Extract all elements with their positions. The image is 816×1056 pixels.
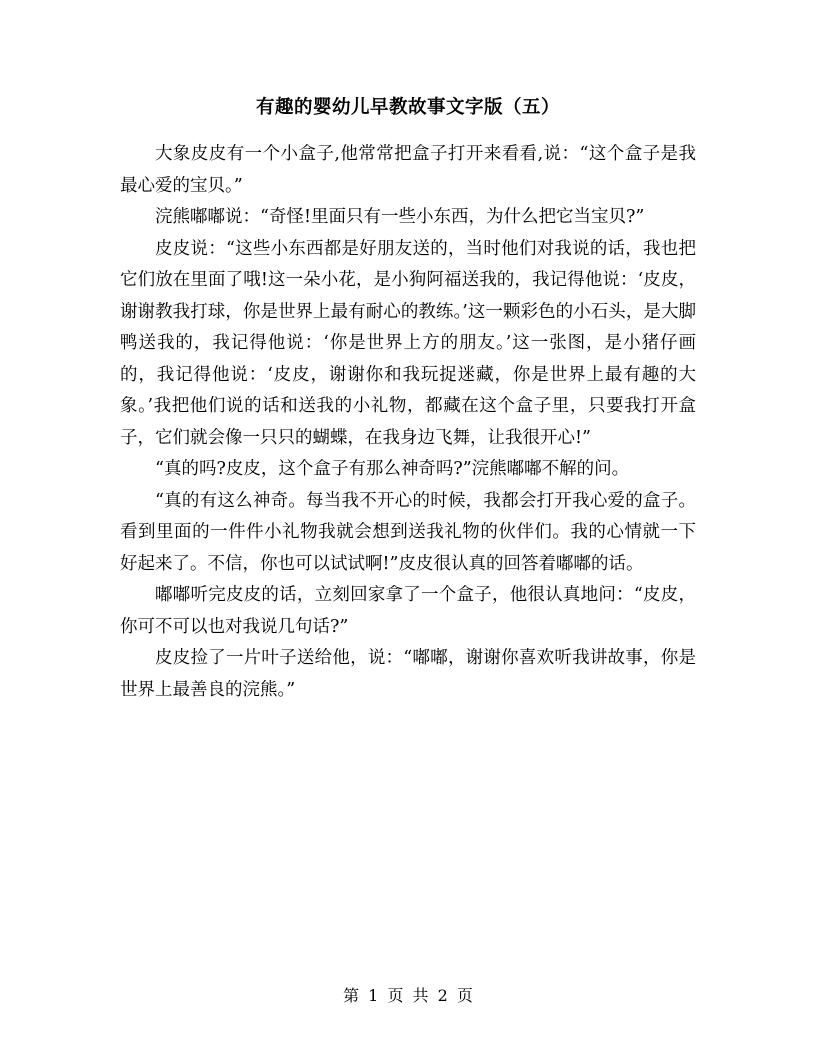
document-body bbox=[120, 139, 696, 706]
paragraph: “真的吗?皮皮，这个盒子有那么神奇吗?”浣熊嘟嘟不解的问。 bbox=[155, 459, 630, 479]
document-title: 有趣的婴幼儿早教故事文字版（五） bbox=[255, 97, 560, 118]
paragraph: 浣熊嘟嘟说：“奇怪!里面只有一些小东西，为什么把它当宝贝?” bbox=[155, 207, 645, 227]
paragraph: 大象皮皮有一个小盒子,他常常把盒子打开来看看,说：“这个盒子是我最心爱的宝贝。” bbox=[120, 144, 696, 196]
paragraph: 皮皮捡了一片叶子送给他，说：“嘟嘟，谢谢你喜欢听我讲故事，你是世界上最善良的浣熊。” bbox=[120, 648, 696, 700]
paragraph: “真的有这么神奇。每当我不开心的时候，我都会打开我心爱的盒子。看到里面的一件件小礼物我就会想到送我礼物的伙伴们。我的心情就一下好起来了。不信，你也可以试试啊!”皮皮很认真的回答着嘟嘟的话。 bbox=[120, 490, 696, 574]
page-number-footer: 第 1 页 共 2 页 bbox=[343, 986, 473, 1005]
paragraph: 皮皮说：“这些小东西都是好朋友送的，当时他们对我说的话，我也把它们放在里面了哦!这一朵小花，是小狗阿福送我的，我记得他说：‘皮皮，谢谢教我打球，你是世界上最有耐心的教练。’这一颗彩色的小石头，是大脚鸭送我的，我记得他说：‘你是世界上方的朋友。’这一张图，是小猪仔画的，我记得他说：‘皮皮，谢谢你和我玩捉迷藏，你是世界上最有趣的大象。’我把他们说的话和送我的小礼物，都藏在这个盒子里，只要我打开盒子，它们就会像一只只的蝴蝶，在我身边飞舞，让我很开心!” bbox=[120, 238, 696, 448]
paragraph: 嘟嘟听完皮皮的话，立刻回家拿了一个盒子，他很认真地问：“皮皮，你可不可以也对我说几句话?” bbox=[120, 585, 696, 637]
